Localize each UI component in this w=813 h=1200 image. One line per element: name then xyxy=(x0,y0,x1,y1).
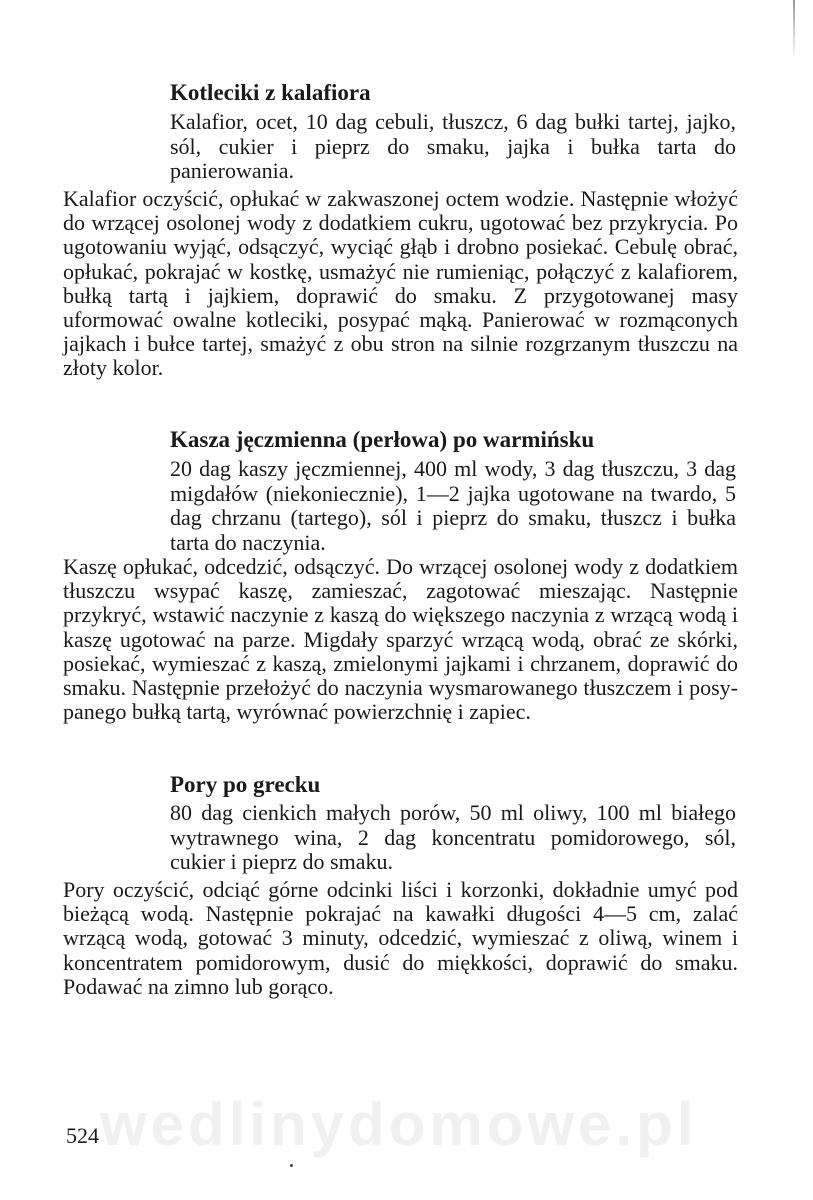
scan-speck xyxy=(290,1164,293,1167)
recipe-ingredients: Kalafior, ocet, 10 dag cebuli, tłuszcz, 6 dag bułki tartej, jajko, sól, cukier i pieprz do smaku, jajka i bułka tarta do panierowania. xyxy=(170,109,736,183)
watermark: wedlinydomowe.pl xyxy=(100,1091,698,1158)
recipe-method-block xyxy=(63,187,738,381)
recipe-method: Kalafior oczyścić, opłukać w zakwaszonej octem wodzie. Następnie włożyć do wrzącej osolonej wody z dodatkiem cukru, ugotować bez przykrycia. Po ugotowaniu wyjąć, odsączyć, wyciąć głąb i drobno posiekać. Cebulę obrać, opłukać, pokrajać w kostkę, usmażyć nie rumieniąc, połączyć z kalafiorem, bułką tartą i jajkiem, doprawić do smaku. Z przygotowanej masy uformować owalne kotleciki, posypać mąką. Panierować w rozmąconych jajkach i bułce tartej, smażyć z obu stron na silnie rozgrzanym tłuszczu na złoty kolor. xyxy=(63,186,738,381)
scan-edge-line xyxy=(793,0,795,60)
recipe-title: Pory po grecku xyxy=(170,772,321,797)
recipe-method: Pory oczyścić, odciąć górne odcinki liści i korzonki, dokładnie umyć pod bieżącą wodą. Następnie pokrajać na kawałki długości 4—5 cm, zalać wrzącą wodą, gotować 3 minuty, odcedzić, wymieszać z oliwą, winem i koncentratem pomidorowym, dusić do miękkości, doprawić do smaku. Podawać na zimno lub gorąco. xyxy=(63,877,738,999)
recipe-method-block xyxy=(63,878,738,999)
recipe-ingredients: 20 dag kaszy jęczmiennej, 400 ml wody, 3 dag tłuszczu, 3 dag migdałów (niekoniecznie), 1—2 jajka ugotowane na twardo, 5 dag chrzanu (tartego), sól i pieprz do smaku, tłuszcz i bułka tarta do naczynia. xyxy=(170,456,736,555)
recipe-title: Kotleciki z kalafiora xyxy=(170,80,371,105)
recipe-method: Kaszę opłukać, odcedzić, odsączyć. Do wrzącej osolonej wody z dodatkiem tłuszczu wsypać kaszę, zamieszać, zagotować mieszając. Następnie przykryć, wstawić naczynie z kaszą do większego naczynia z wrzącą wodą i kaszę ugotować na parze. Migdały sparzyć wrzącą wodą, obrać ze skórki, posiekać, wymieszać z kaszą, zmielonymi jajkami i chrzanem, doprawić do smaku. Następnie przełożyć do naczynia wysmarowanego tłuszczem i posypanego bułką tartą, wyrównać powierzchnię i zapiec. xyxy=(63,554,738,725)
page-number: 524 xyxy=(66,1123,99,1148)
recipe-title: Kasza jęczmienna (perłowa) po warmińsku xyxy=(170,427,595,452)
recipe-method-block xyxy=(63,555,738,724)
recipe-ingredients: 80 dag cienkich małych porów, 50 ml oliwy, 100 ml białego wytrawnego wina, 2 dag koncentratu pomidorowego, sól, cukier i pieprz do smaku. xyxy=(170,800,736,874)
